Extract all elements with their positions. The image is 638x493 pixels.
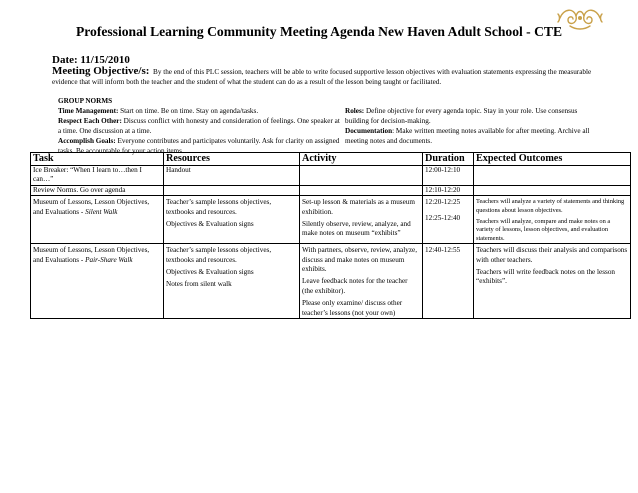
header-task: Task <box>31 153 164 166</box>
meeting-date: Date: 11/15/2010 <box>52 54 130 66</box>
outcomes-cell <box>474 166 631 186</box>
duration-cell: 12:00-12:10 <box>423 166 474 186</box>
norm-roles: Roles: Define objective for every agenda topic. Stay in your role. Use consensus building for decision-making. <box>345 107 578 125</box>
resources-cell <box>164 185 300 195</box>
group-norms-left <box>58 97 343 156</box>
page-title: Professional Learning Community Meeting Agenda New Haven Adult School - CTE <box>75 24 563 39</box>
task-cell: Ice Breaker: “When I learn to…then I can…” <box>31 166 164 186</box>
header-resources: Resources <box>164 153 300 166</box>
meeting-objective <box>52 67 592 87</box>
objective-text: By the end of this PLC session, teachers will be able to write focused supportive lesson objectives with evaluation statements expressing the measurable evidence that will inform both the teacher and the student of what the student can do as a result of the lesson being taught or facilitated. <box>52 68 592 86</box>
task-cell: Museum of Lessons, Lesson Objectives, and Evaluations - Silent Walk <box>31 196 164 244</box>
header-expected-outcomes: Expected Outcomes <box>474 153 631 166</box>
activity-cell <box>300 185 423 195</box>
duration-cell: 12:20-12:25 12:25-12:40 <box>423 196 474 244</box>
duration-cell: 12:10-12:20 <box>423 185 474 195</box>
task-cell: Museum of Lessons, Lesson Objectives, and Evaluations - Pair-Share Walk <box>31 244 164 319</box>
outcomes-cell <box>474 185 631 195</box>
objective-label: Meeting Objective/s: <box>52 65 150 77</box>
norm-documentation: Documentation: Make written meeting notes available for after meeting. Archive all meeting notes and documents. <box>345 126 590 145</box>
resources-cell: Teacher’s sample lessons objectives, textbooks and resources. Objectives & Evaluation signs Notes from silent walk <box>164 244 300 319</box>
activity-cell: Set-up lesson & materials as a museum exhibition. Silently observe, review, analyze, and make notes on museum “exhibits” <box>300 196 423 244</box>
norm-respect: Respect Each Other: Discuss conflict with honesty and consideration of feelings. One speaker at a time. One discussion at a time. <box>58 116 340 135</box>
duration-cell: 12:40-12:55 <box>423 244 474 319</box>
agenda-table <box>30 152 631 319</box>
norm-accomplish-goals: Accomplish Goals: Everyone contributes and participates voluntarily. Ask for clarity on assigned tasks. Be accountable for your action items. <box>58 136 340 155</box>
activity-cell <box>300 166 423 186</box>
table-row <box>31 244 631 319</box>
table-header-row <box>31 153 631 166</box>
group-norms-right <box>345 107 595 147</box>
resources-cell: Teacher’s sample lessons objectives, textbooks and resources. Objectives & Evaluation signs <box>164 196 300 244</box>
table-row <box>31 196 631 244</box>
group-norms-heading: GROUP NORMS <box>58 97 113 105</box>
task-cell: Review Norms. Go over agenda <box>31 185 164 195</box>
resources-cell: Handout <box>164 166 300 186</box>
table-row <box>31 166 631 186</box>
table-row <box>31 185 631 195</box>
header-duration: Duration <box>423 153 474 166</box>
norm-time-management: Time Management: Start on time. Be on time. Stay on agenda/tasks. <box>58 106 259 115</box>
outcomes-cell: Teachers will discuss their analysis and comparisons with other teachers. Teachers will write feedback notes on the lesson “exhibits”. <box>474 244 631 319</box>
header-activity: Activity <box>300 153 423 166</box>
outcomes-cell: Teachers will analyze a variety of statements and thinking questions about lesson objectives. Teachers will analyze, compare and make notes on a variety of lessons, lesson objectives, and evaluation statements. <box>474 196 631 244</box>
activity-cell: With partners, observe, review, analyze, discuss and make notes on museum exhibits. Leave feedback notes for the teacher (the exhibitor). Please only examine/ discuss other teacher’s lessons (not your own) <box>300 244 423 319</box>
